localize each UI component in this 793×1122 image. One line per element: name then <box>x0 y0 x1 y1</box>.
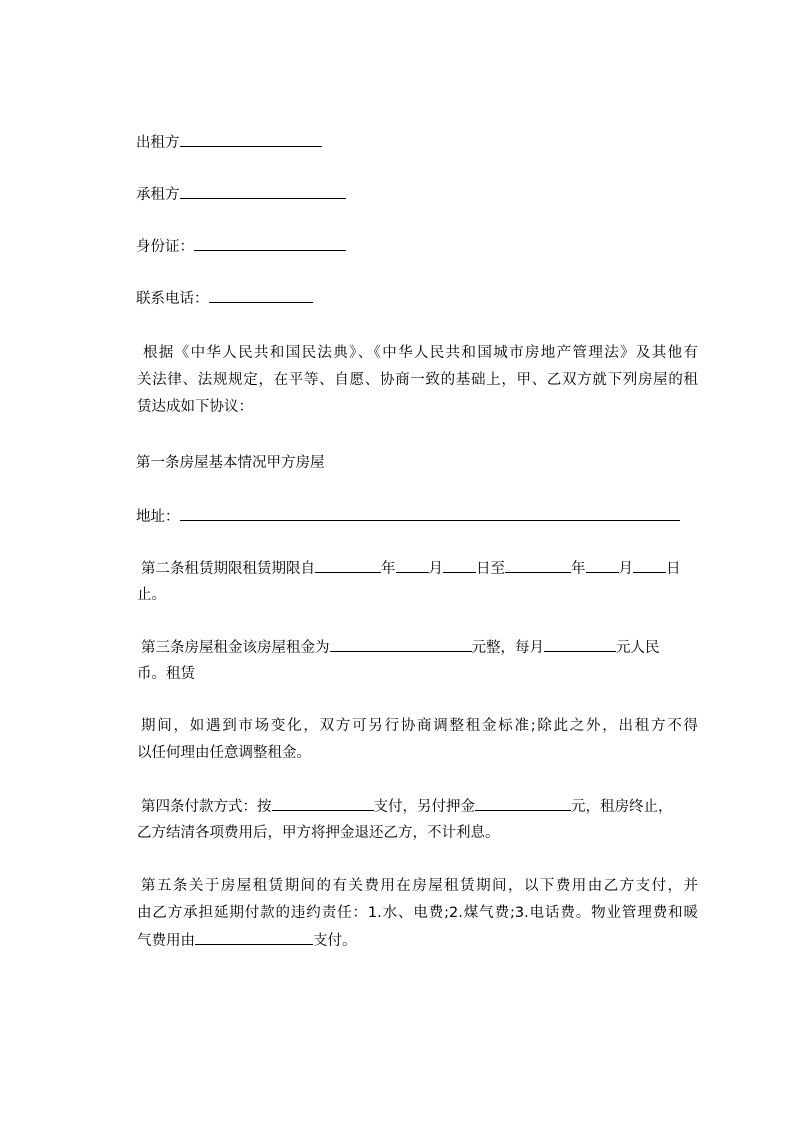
id-blank[interactable] <box>194 236 346 251</box>
address-blank[interactable] <box>180 506 680 521</box>
lessee-field <box>136 184 346 205</box>
end-year-blank[interactable] <box>505 558 571 573</box>
end-month-blank[interactable] <box>586 558 619 573</box>
article5-line-3: 气费用由 支付。 <box>137 930 357 951</box>
article4-line-2: 乙方结清各项费用后，甲方将押金退还乙方，不计利息。 <box>137 825 500 841</box>
intro-line-1: 根据《中华人民共和国民法典》、《中华人民共和国城市房地产管理法》及其他有 <box>143 345 698 361</box>
article4-line-1: 第四条付款方式：按 支付，另付押金 元，租房终止， <box>141 796 673 817</box>
address-field <box>136 506 680 527</box>
phone-field <box>136 288 313 309</box>
rent-monthly-blank[interactable] <box>544 637 616 652</box>
utility-payer-blank[interactable] <box>195 930 313 945</box>
payment-method-blank[interactable] <box>272 796 374 811</box>
article5-line-2: 由乙方承担延期付款的违约责任：1.水、电费;2.煤气费;3.电话费。物业管理费和暖 <box>137 905 698 921</box>
article1-heading: 第一条房屋基本情况甲方房屋 <box>136 455 325 471</box>
intro-line-3: 赁达成如下协议： <box>137 399 253 415</box>
article2-line-1: 第二条租赁期限租赁期限自 年 月 日至 年 月 日 <box>141 558 681 579</box>
id-label: 身份证： <box>136 239 194 255</box>
lessor-field <box>136 132 322 153</box>
article3-line-1: 第三条房屋租金该房屋租金为 元整，每月 元人民 <box>141 637 660 658</box>
end-day-blank[interactable] <box>633 558 666 573</box>
article3-para2-line-2: 以任何理由任意调整租金。 <box>137 745 311 761</box>
start-day-blank[interactable] <box>443 558 476 573</box>
phone-blank[interactable] <box>209 288 313 303</box>
start-month-blank[interactable] <box>396 558 429 573</box>
lessor-blank[interactable] <box>180 132 322 147</box>
deposit-blank[interactable] <box>475 796 571 811</box>
article2-line-2: 止。 <box>137 587 166 603</box>
article3-para2-line-1: 期间，如遇到市场变化，双方可另行协商调整租金标准;除此之外，出租方不得 <box>141 718 698 734</box>
article5-line-1: 第五条关于房屋租赁期间的有关费用在房屋租赁期间，以下费用由乙方支付，并 <box>141 878 698 894</box>
lessee-label: 承租方 <box>136 187 180 203</box>
address-label: 地址： <box>136 509 180 525</box>
lessor-label: 出租方 <box>136 135 180 151</box>
intro-line-2: 关法律、法规规定，在平等、自愿、协商一致的基础上，甲、乙双方就下列房屋的租 <box>137 372 698 388</box>
start-year-blank[interactable] <box>315 558 381 573</box>
rent-total-blank[interactable] <box>330 637 472 652</box>
lessee-blank[interactable] <box>180 184 346 199</box>
id-field <box>136 236 346 257</box>
article3-line-2: 币。租赁 <box>137 666 195 682</box>
phone-label: 联系电话： <box>136 291 209 307</box>
